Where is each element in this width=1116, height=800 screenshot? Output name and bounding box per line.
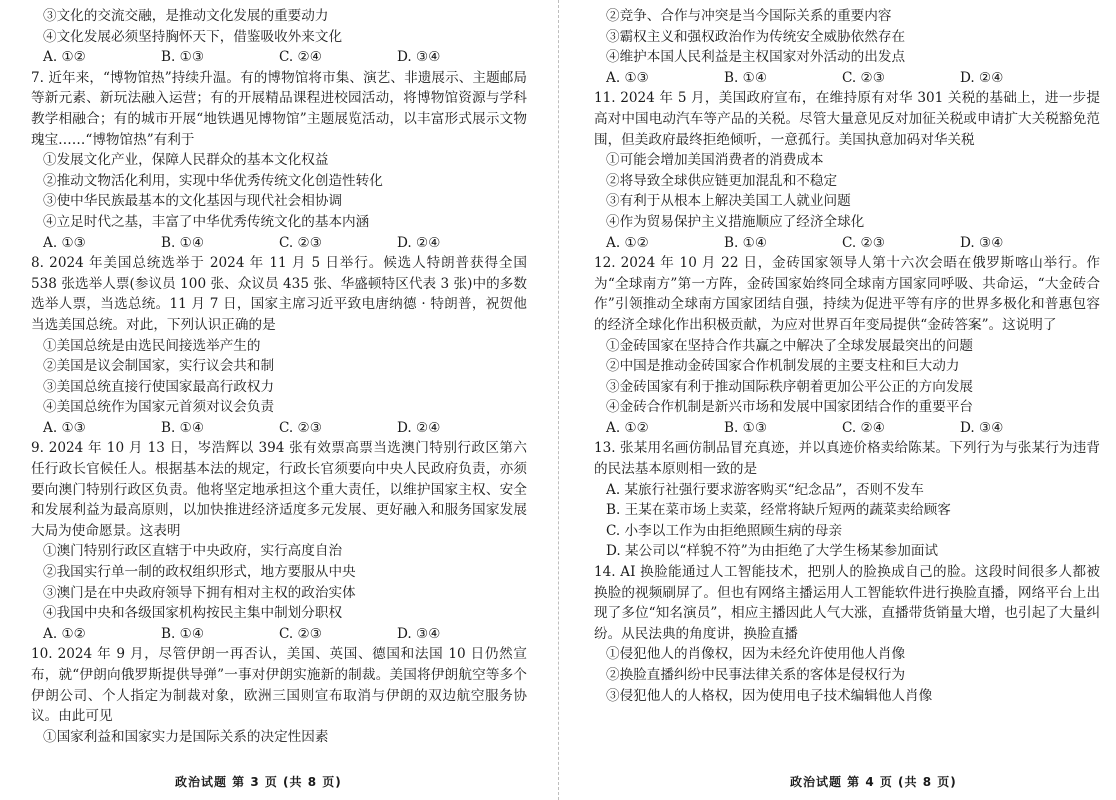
answer-choice: D. ②④ <box>960 69 1004 86</box>
option-line: ①澳门特别行政区直辖于中央政府，实行高度自治 <box>43 543 343 560</box>
option-line: ②将导致全球供应链更加混乱和不稳定 <box>606 172 838 189</box>
answer-choice: D. ②④ <box>397 419 441 436</box>
answer-choice: B. ①④ <box>724 69 768 86</box>
option-line: ①可能会增加美国消费者的消费成本 <box>606 152 824 169</box>
answer-choice: B. ①④ <box>161 419 205 436</box>
answer-choice: C. ②③ <box>842 234 885 251</box>
option-line: ④我国中央和各级国家机构按民主集中制划分职权 <box>43 605 343 622</box>
answer-choice: D. ②④ <box>397 234 441 251</box>
answer-choice: C. ②③ <box>842 69 885 86</box>
answer-choice: D. ③④ <box>960 419 1004 436</box>
answer-choice: B. ①④ <box>161 234 205 251</box>
answer-choices <box>31 418 527 439</box>
option-line: ④作为贸易保护主义措施顺应了经济全球化 <box>606 213 865 230</box>
answer-choices <box>31 624 527 645</box>
answer-choice: D. ③④ <box>960 234 1004 251</box>
option-line: ③澳门是在中央政府领导下拥有相对主权的政治实体 <box>43 584 356 601</box>
answer-choice: A. ①② <box>606 234 649 251</box>
option-line: B. 王某在菜市场上卖菜，经常将缺斤短两的蔬菜卖给顾客 <box>606 502 951 519</box>
answer-choice: C. ②④ <box>842 419 885 436</box>
left-column <box>31 6 527 747</box>
option-line: ①侵犯他人的肖像权，因为未经允许使用他人肖像 <box>606 646 906 663</box>
option-line: ④美国总统作为国家元首须对议会负责 <box>43 399 275 416</box>
answer-choice: A. ①③ <box>43 234 86 251</box>
answer-choice: A. ①② <box>43 49 86 66</box>
option-line: ③侵犯他人的人格权，因为使用电子技术编辑他人肖像 <box>606 687 933 704</box>
option-line: ③美国总统直接行使国家最高行政权力 <box>43 378 275 395</box>
answer-choice: B. ①④ <box>161 625 205 642</box>
option-line: A. 某旅行社强行要求游客购买“纪念品”，否则不发车 <box>606 481 924 498</box>
column-divider <box>558 0 559 800</box>
option-line: ②竞争、合作与冲突是当今国际关系的重要内容 <box>606 8 892 24</box>
answer-choices <box>31 47 527 68</box>
answer-choice: B. ①③ <box>161 49 205 66</box>
option-line: C. 小李以工作为由拒绝照顾生病的母亲 <box>606 522 843 539</box>
question-stem: 12. 2024 年 10 月 22 日，金砖国家领导人第十六次会晤在俄罗斯喀山举行。作为“全球南方”第一方阵，金砖国家始终同全球南方国家同呼吸、共命运，“大金砖合作”引领推动全球南方国家团结自强，持续为促进平等有序的世界多极化和普惠包容的经济全球化作出积极贡献，为应对世界百年变局提供“金砖答案”。这说明了 <box>594 255 1100 333</box>
option-line: ①发展文化产业，保障人民群众的基本文化权益 <box>43 152 329 169</box>
answer-choice: C. ②④ <box>279 49 322 66</box>
question-stem: 13. 张某用名画仿制品冒充真迹，并以真迹价格卖给陈某。下列行为与张某行为违背的民法基本原则相一致的是 <box>594 440 1100 478</box>
question-stem: 14. AI 换脸能通过人工智能技术，把别人的脸换成自己的脸。这段时间很多人都被换脸的视频刷屏了。但也有网络主播运用人工智能软件进行换脸直播，网络平台上出现了多位“知名演员”，相应主播因此人气大涨，直播带货销量大增，也引起了大量纠纷。从民法典的角度讲，换脸直播 <box>594 564 1100 642</box>
option-line: ④维护本国人民利益是主权国家对外活动的出发点 <box>606 49 906 66</box>
answer-choice: D. ③④ <box>397 49 441 66</box>
answer-choice: C. ②③ <box>279 234 322 251</box>
option-line: ①金砖国家在坚持合作共赢之中解决了全球发展最突出的问题 <box>606 337 974 354</box>
question-stem: 11. 2024 年 5 月，美国政府宣布，在维持原有对华 301 关税的基础上，进一步提高对中国电动汽车等产品的关税。尽管大量意见反对加征关税或申请扩大关税豁免范围，但美政府最终拒绝倾听，一意孤行。美国执意加码对华关税 <box>594 90 1100 148</box>
option-line: ③使中华民族最基本的文化基因与现代社会相协调 <box>43 193 343 210</box>
answer-choices <box>31 233 527 254</box>
question-stem: 8. 2024 年美国总统选举于 2024 年 11 月 5 日举行。候选人特朗普获得全国 538 张选举人票(参议员 100 张、众议员 435 张、华盛顿特区代表 3 张)中的多数选举人票，当选总统。11 月 7 日，国家主席习近平致电唐纳德 · 特朗普，祝贺他当选美国总统。对此，下列认识正确的是 <box>31 255 527 333</box>
answer-choice: B. ①④ <box>724 234 768 251</box>
question-stem: 9. 2024 年 10 月 13 日，岑浩辉以 394 张有效票高票当选澳门特别行政区第六任行政长官候任人。根据基本法的规定，行政长官须要向中央人民政府负责，亦须要向澳门特别行政区负责。他将坚定地承担这个重大责任，以维护国家主权、安全和发展利益为最高原则，以加快推进经济适度多元发展、更好融入和服务国家发展大局为使命愿景。这表明 <box>31 440 527 539</box>
answer-choice: A. ①③ <box>606 69 649 86</box>
question-stem: 10. 2024 年 9 月，尽管伊朗一再否认，美国、英国、德国和法国 10 日仍然宣布，就“伊朗向俄罗斯提供导弹”一事对伊朗实施新的制裁。美国将伊朗航空等多个伊朗公司、个人指定为制裁对象，欧洲三国则宣布取消与伊朗的双边航空服务协议。由此可见 <box>31 646 527 725</box>
option-line: ①国家利益和国家实力是国际关系的决定性因素 <box>43 728 329 745</box>
option-line: ④文化发展必须坚持胸怀天下，借鉴吸收外来文化 <box>43 28 343 45</box>
answer-choices <box>594 68 1100 89</box>
option-line: ④金砖合作机制是新兴市场和发展中国家团结合作的重要平台 <box>606 399 974 416</box>
option-line: ③金砖国家有利于推动国际秩序朝着更加公平公正的方向发展 <box>606 378 974 395</box>
option-line: ④立足时代之基，丰富了中华优秀传统文化的基本内涵 <box>43 213 370 230</box>
option-line: ③文化的交流交融，是推动文化发展的重要动力 <box>43 8 329 24</box>
option-line: ②推动文物活化利用，实现中华优秀传统文化创造性转化 <box>43 172 383 189</box>
option-line: ②换脸直播纠纷中民事法律关系的客体是侵权行为 <box>606 667 906 683</box>
answer-choice: C. ②③ <box>279 419 322 436</box>
option-line: ②我国实行单一制的政权组织形式，地方要服从中央 <box>43 564 356 581</box>
option-line: ②中国是推动金砖国家合作机制发展的主要支柱和巨大动力 <box>606 358 960 375</box>
page-footer-left: 政治试题 第 3 页 (共 8 页) <box>175 775 342 789</box>
answer-choice: D. ③④ <box>397 625 441 642</box>
option-line: ③有利于从根本上解决美国工人就业问题 <box>606 193 851 210</box>
answer-choice: A. ①② <box>606 419 649 436</box>
option-line: ②美国是议会制国家，实行议会共和制 <box>43 358 275 375</box>
answer-choice: C. ②③ <box>279 625 322 642</box>
right-column <box>594 6 1100 706</box>
option-line: D. 某公司以“样貌不符”为由拒绝了大学生杨某参加面试 <box>606 543 939 560</box>
answer-choice: A. ①③ <box>43 419 86 436</box>
option-line: ③霸权主义和强权政治作为传统安全威胁依然存在 <box>606 28 906 45</box>
page-footer-right: 政治试题 第 4 页 (共 8 页) <box>790 775 957 789</box>
question-stem: 7. 近年来，“博物馆热”持续升温。有的博物馆将市集、演艺、非遗展示、主题邮局等新元素、新玩法融入运营；有的开展精品课程进校园活动，将博物馆资源与学科教学相融合；有的城市开展“地铁遇见博物馆”主题展览活动，以丰富形式展示文物瑰宝……“博物馆热”有利于 <box>31 69 527 148</box>
option-line: ①美国总统是由选民间接选举产生的 <box>43 337 261 354</box>
answer-choices <box>594 418 1100 439</box>
answer-choice: B. ①③ <box>724 419 768 436</box>
answer-choice: A. ①② <box>43 625 86 642</box>
answer-choices <box>594 233 1100 254</box>
